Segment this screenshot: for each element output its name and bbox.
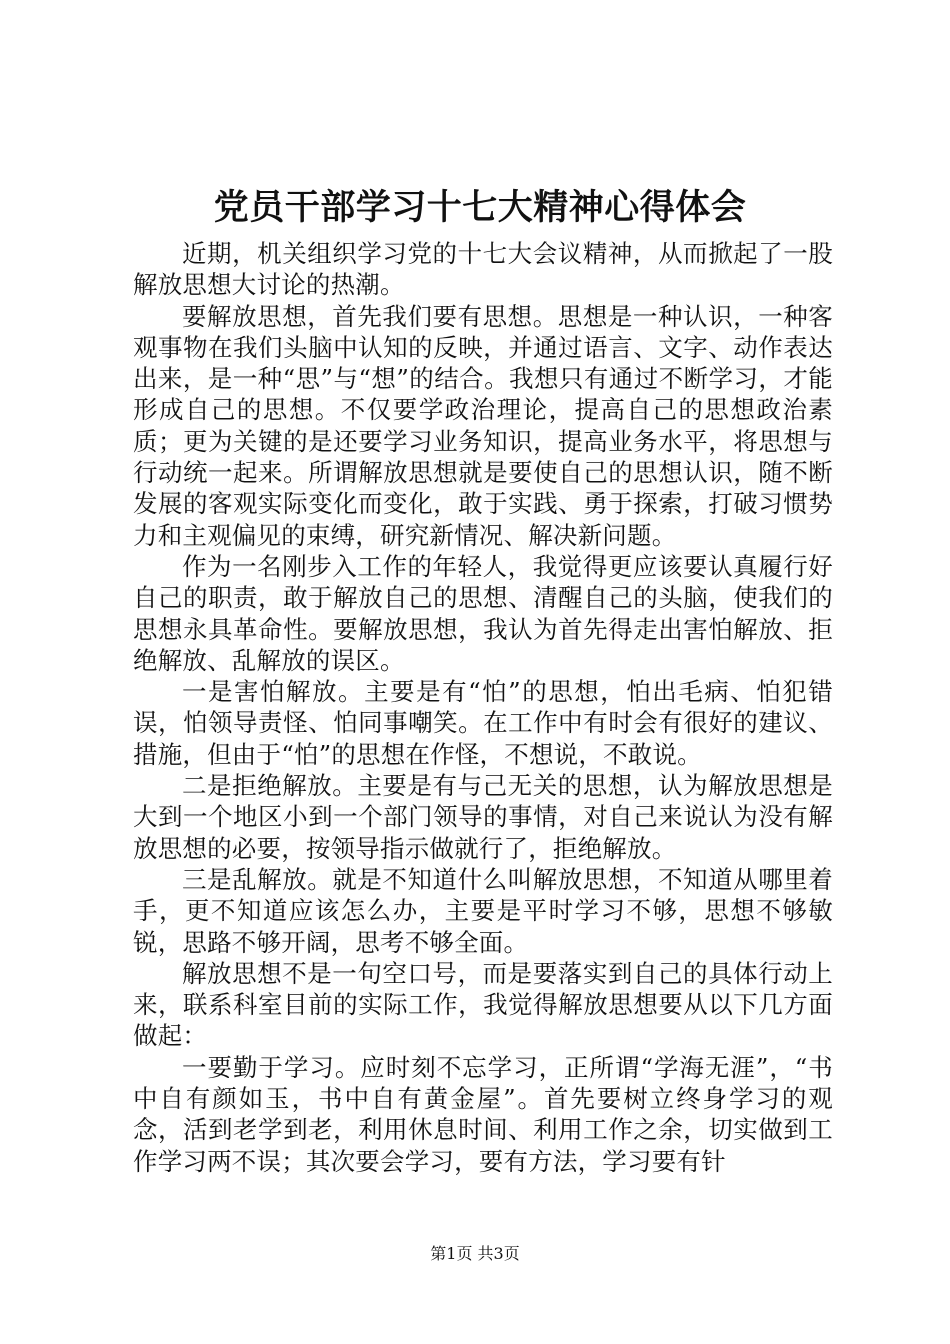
paragraph: 解放思想不是一句空口号，而是要落实到自己的具体行动上来，联系科室目前的实际工作，我觉得解放思想要从以下几方面做起： <box>133 958 833 1051</box>
document-body <box>133 238 833 1177</box>
page-number-footer: 第1页 共3页 <box>430 1244 520 1263</box>
paragraph: 作为一名刚步入工作的年轻人，我觉得更应该要认真履行好自己的职责，敢于解放自己的思想、清醒自己的头脑，使我们的思想永具革命性。要解放思想，我认为首先得走出害怕解放、拒绝解放、乱解放的误区。 <box>133 551 833 675</box>
paragraph: 一是害怕解放。主要是有“怕”的思想，怕出毛病、怕犯错误，怕领导责怪、怕同事嘲笑。在工作中有时会有很好的建议、措施，但由于“怕”的思想在作怪，不想说，不敢说。 <box>133 677 833 769</box>
paragraph: 一要勤于学习。应时刻不忘学习，正所谓“学海无涯”，“书中自有颜如玉，书中自有黄金屋”。首先要树立终身学习的观念，活到老学到老，利用休息时间、利用工作之余，切实做到工作学习两不误；其次要会学习，要有方法，学习要有针 <box>133 1052 833 1176</box>
paragraph: 要解放思想，首先我们要有思想。思想是一种认识，一种客观事物在我们头脑中认知的反映，并通过语言、文字、动作表达出来，是一种“思”与“想”的结合。我想只有通过不断学习，才能形成自己的思想。不仅要学政治理论，提高自己的思想政治素质；更为关键的是还要学习业务知识，提高业务水平，将思想与行动统一起来。所谓解放思想就是要使自己的思想认识，随不断发展的客观实际变化而变化，敢于实践、勇于探索，打破习惯势力和主观偏见的束缚，研究新情况、解决新问题。 <box>133 301 833 550</box>
paragraph: 近期，机关组织学习党的十七大会议精神，从而掀起了一股解放思想大讨论的热潮。 <box>133 239 833 300</box>
document-title: 党员干部学习十七大精神心得体会 <box>213 187 747 228</box>
paragraph: 二是拒绝解放。主要是有与己无关的思想，认为解放思想是大到一个地区小到一个部门领导的事情，对自己来说认为没有解放思想的必要，按领导指示做就行了，拒绝解放。 <box>133 771 833 863</box>
paragraph: 三是乱解放。就是不知道什么叫解放思想，不知道从哪里着手，更不知道应该怎么办，主要是平时学习不够，思想不够敏锐，思路不够开阔，思考不够全面。 <box>133 864 833 957</box>
